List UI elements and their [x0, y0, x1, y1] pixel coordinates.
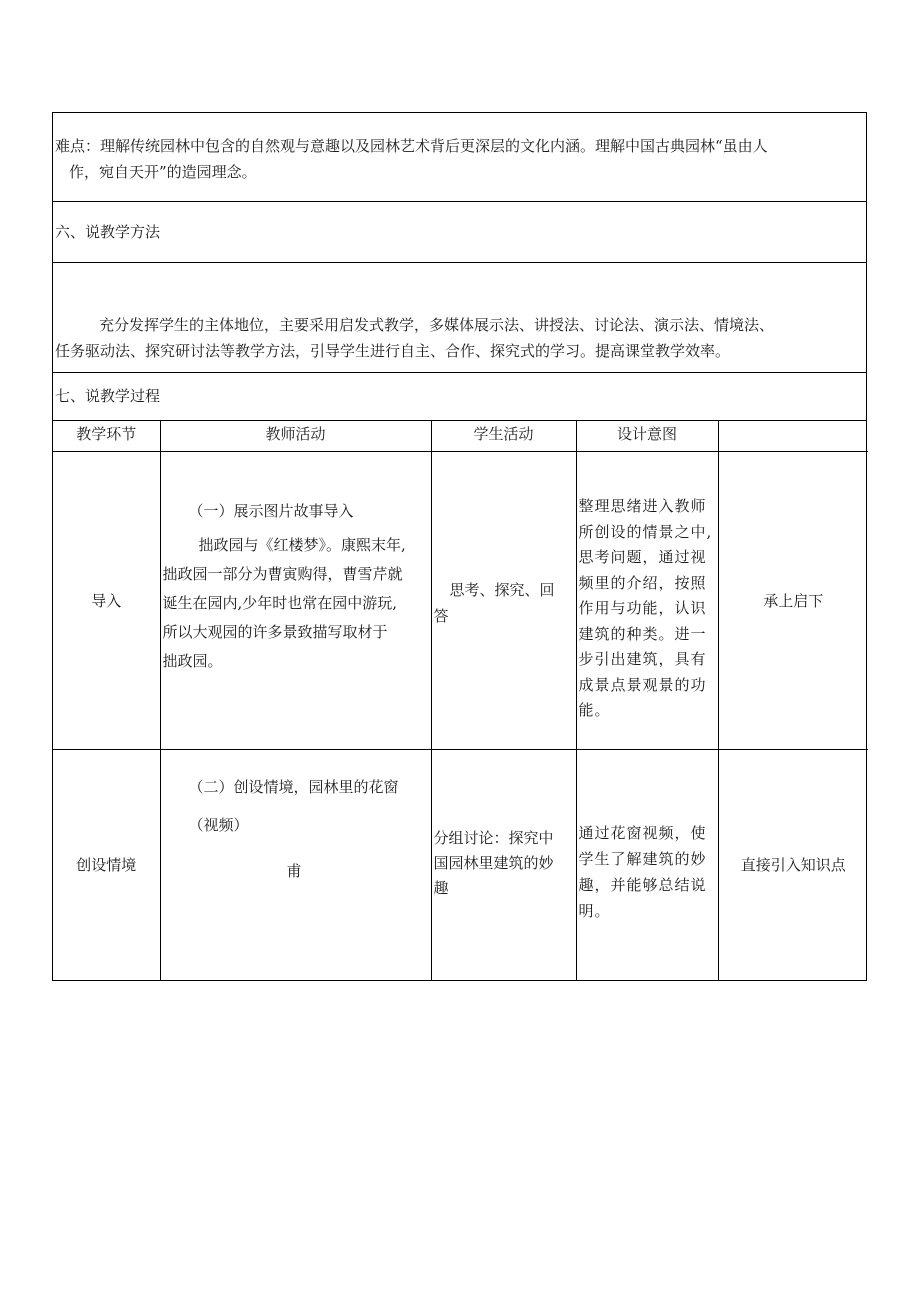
teacher-line: 所以大观园的许多景致描写取材于 [162, 623, 388, 641]
design-line: 明。 [578, 902, 611, 920]
design-line: 趣，并能够总结说 [578, 876, 707, 894]
teacher-activity-cell [160, 750, 431, 981]
difficulty-section [53, 113, 866, 202]
process-table-row [53, 421, 866, 980]
process-table [53, 421, 868, 980]
design-line: 频里的介绍，按照 [578, 573, 707, 592]
design-intent-cell [576, 452, 718, 750]
student-activity-cell [431, 452, 576, 750]
teacher-line: 甫 [286, 862, 302, 880]
stage-cell: 创设情境 [53, 750, 160, 981]
note-cell: 承上启下 [718, 452, 868, 750]
methods-heading-row [53, 202, 866, 263]
teacher-line: 拙政园。 [162, 652, 223, 670]
design-line: 能。 [578, 701, 611, 719]
student-line: 分组讨论：探究中 [433, 829, 554, 847]
student-line: 答 [433, 607, 449, 625]
difficulty-text [55, 133, 864, 185]
methods-line-2: 任务驱动法、探究研讨法等教学方法，引导学生进行自主、合作、探究式的学习。提高课堂教学效率。 [55, 342, 731, 360]
process-heading-row [53, 373, 866, 421]
column-header [718, 421, 868, 452]
column-header: 教师活动 [160, 421, 431, 452]
column-header: 设计意图 [576, 421, 718, 452]
student-activity-cell [431, 750, 576, 981]
methods-body [55, 312, 864, 364]
teacher-line: （二）创设情境，园林里的花窗 [188, 778, 399, 796]
teacher-line: 拙政园一部分为曹寅购得，曹雪芹就 [162, 565, 403, 583]
teacher-line: （视频） [188, 816, 249, 834]
design-line: 作用与功能，认识 [578, 599, 707, 617]
teacher-line: 诞生在园内,少年时也常在园中游玩, [162, 594, 398, 612]
teacher-line: 拙政园与《红楼梦》。康熙末年, [198, 536, 406, 554]
teacher-activity-cell [160, 452, 431, 750]
stage-cell: 导入 [53, 452, 160, 750]
methods-body-row [53, 263, 866, 373]
design-line: 思考问题，通过视 [578, 548, 707, 566]
design-line: 所创设的情景之中, [578, 522, 713, 541]
design-line: 学生了解建筑的妙 [578, 850, 707, 868]
design-line: 成景点景观景的功 [578, 675, 707, 694]
table-header-row [53, 421, 868, 452]
column-header: 学生活动 [431, 421, 576, 452]
teacher-line: （一）展示图片故事导入 [188, 502, 354, 520]
process-heading: 七、说教学过程 [55, 387, 161, 405]
design-line: 整理思绪进入教师 [578, 497, 707, 515]
lesson-plan-frame [52, 112, 867, 981]
table-row [53, 750, 868, 981]
student-line: 趣 [433, 879, 449, 897]
difficulty-line-1: 难点：理解传统园林中包含的自然观与意趣以及园林艺术背后更深层的文化内涵。理解中国古典园林“虽由人 [55, 137, 768, 155]
student-line: 思考、探究、回 [449, 581, 555, 599]
difficulty-line-2: 作，宛自天开”的造园理念。 [69, 163, 257, 181]
design-line: 建筑的种类。进一 [578, 624, 707, 643]
table-row [53, 452, 868, 750]
student-line: 国园林里建筑的妙 [433, 854, 554, 872]
design-intent-cell [576, 750, 718, 981]
note-cell: 直接引入知识点 [718, 750, 868, 981]
design-line: 通过花窗视频，使 [578, 824, 707, 842]
design-line: 步引出建筑，具有 [578, 650, 707, 668]
methods-line-1: 充分发挥学生的主体地位，主要采用启发式教学，多媒体展示法、讲授法、讨论法、演示法、情境法、 [99, 316, 775, 334]
column-header: 教学环节 [53, 421, 160, 452]
methods-heading: 六、说教学方法 [55, 223, 161, 241]
